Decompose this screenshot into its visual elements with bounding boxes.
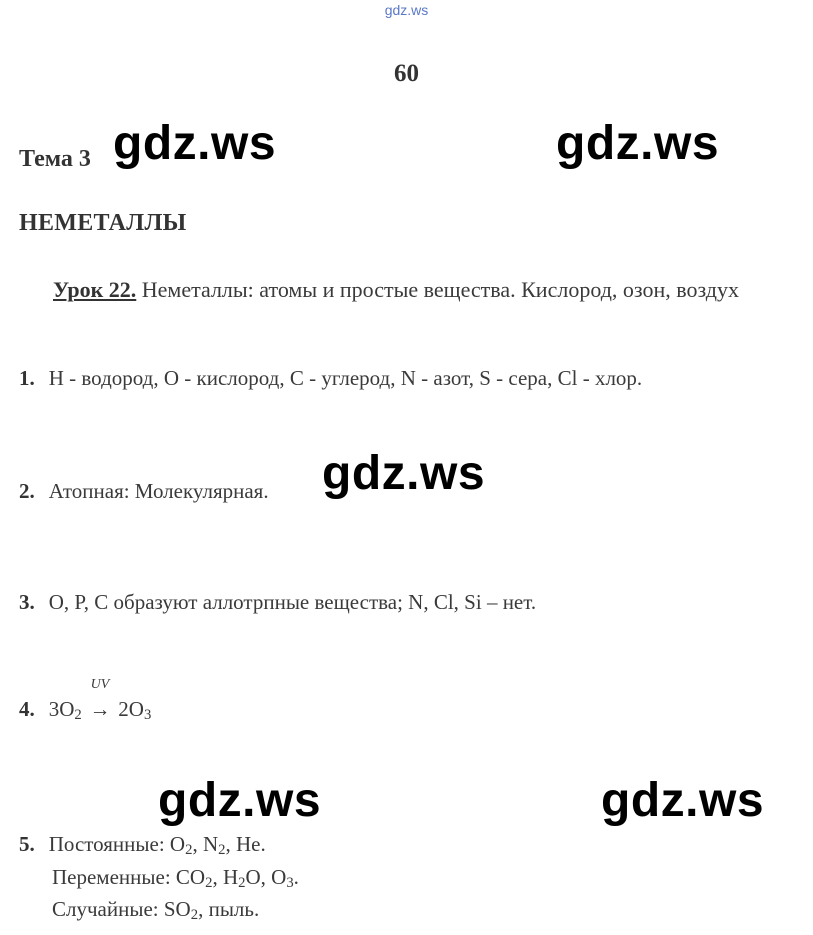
answer-1 <box>19 366 642 391</box>
formula-part: CO <box>175 865 206 889</box>
product: 2O <box>118 697 144 721</box>
answer-5 <box>19 832 266 857</box>
reaction-equation <box>48 677 152 723</box>
watermark: gdz.ws <box>556 117 720 170</box>
formula-part: , He. <box>225 832 266 856</box>
site-header: gdz.ws <box>384 2 429 18</box>
answer-number: 1. <box>19 366 35 390</box>
watermark: gdz.ws <box>113 117 277 170</box>
formula-part: O <box>169 832 186 856</box>
formula-subscript: 2 <box>238 875 246 891</box>
formula-subscript: 2 <box>185 842 193 858</box>
section-title: НЕМЕТАЛЛЫ <box>19 210 187 236</box>
answer-3 <box>19 590 536 615</box>
answer-2 <box>19 479 269 504</box>
reactant-subscript: 2 <box>74 707 82 723</box>
lesson-heading <box>53 273 813 307</box>
formula-part: O, O <box>245 865 287 889</box>
product-subscript: 3 <box>143 707 152 723</box>
formula-subscript: 2 <box>190 907 199 923</box>
answer-number: 2. <box>19 479 35 503</box>
watermark: gdz.ws <box>322 447 486 500</box>
air-constant-line <box>49 832 266 856</box>
line-label: Случайные: <box>52 897 159 921</box>
formula-part: , пыль. <box>198 897 260 921</box>
answer-number: 4. <box>19 697 35 721</box>
arrow-icon: → <box>89 697 111 721</box>
air-random-line <box>52 897 259 922</box>
lesson-number: Урок 22. <box>53 277 137 302</box>
formula-part: , H <box>212 865 239 889</box>
line-label: Переменные: <box>52 865 171 889</box>
lesson-title: Неметаллы: атомы и простые вещества. Кислород, озон, воздух <box>141 277 739 302</box>
formula-part: SO <box>163 897 191 921</box>
answer-number: 3. <box>19 590 35 614</box>
answer-text: Атопная: Молекулярная. <box>48 479 269 503</box>
answer-4 <box>19 677 152 723</box>
reactant: 3O <box>48 697 75 721</box>
page-number: 60 <box>394 60 419 87</box>
formula-part: , N <box>192 832 219 856</box>
watermark: gdz.ws <box>158 774 322 827</box>
answer-text: H - водород, O - кислород, C - углерод, N - азот, S - сера, Cl - хлор. <box>48 366 643 390</box>
formula-subscript: 2 <box>218 842 226 858</box>
formula-part: . <box>293 865 299 889</box>
reaction-arrow <box>87 677 113 722</box>
watermark: gdz.ws <box>601 774 765 827</box>
formula-subscript: 2 <box>205 875 213 891</box>
catalyst-label: UV <box>90 677 110 692</box>
line-label: Постоянные: <box>48 832 165 856</box>
formula-subscript: 3 <box>286 875 294 891</box>
answer-number: 5. <box>19 832 35 856</box>
topic-title: Тема 3 <box>19 146 91 172</box>
answer-text: O, P, C образуют аллотрпные вещества; N, Cl, Si – нет. <box>48 590 537 614</box>
air-variable-line <box>52 865 299 890</box>
